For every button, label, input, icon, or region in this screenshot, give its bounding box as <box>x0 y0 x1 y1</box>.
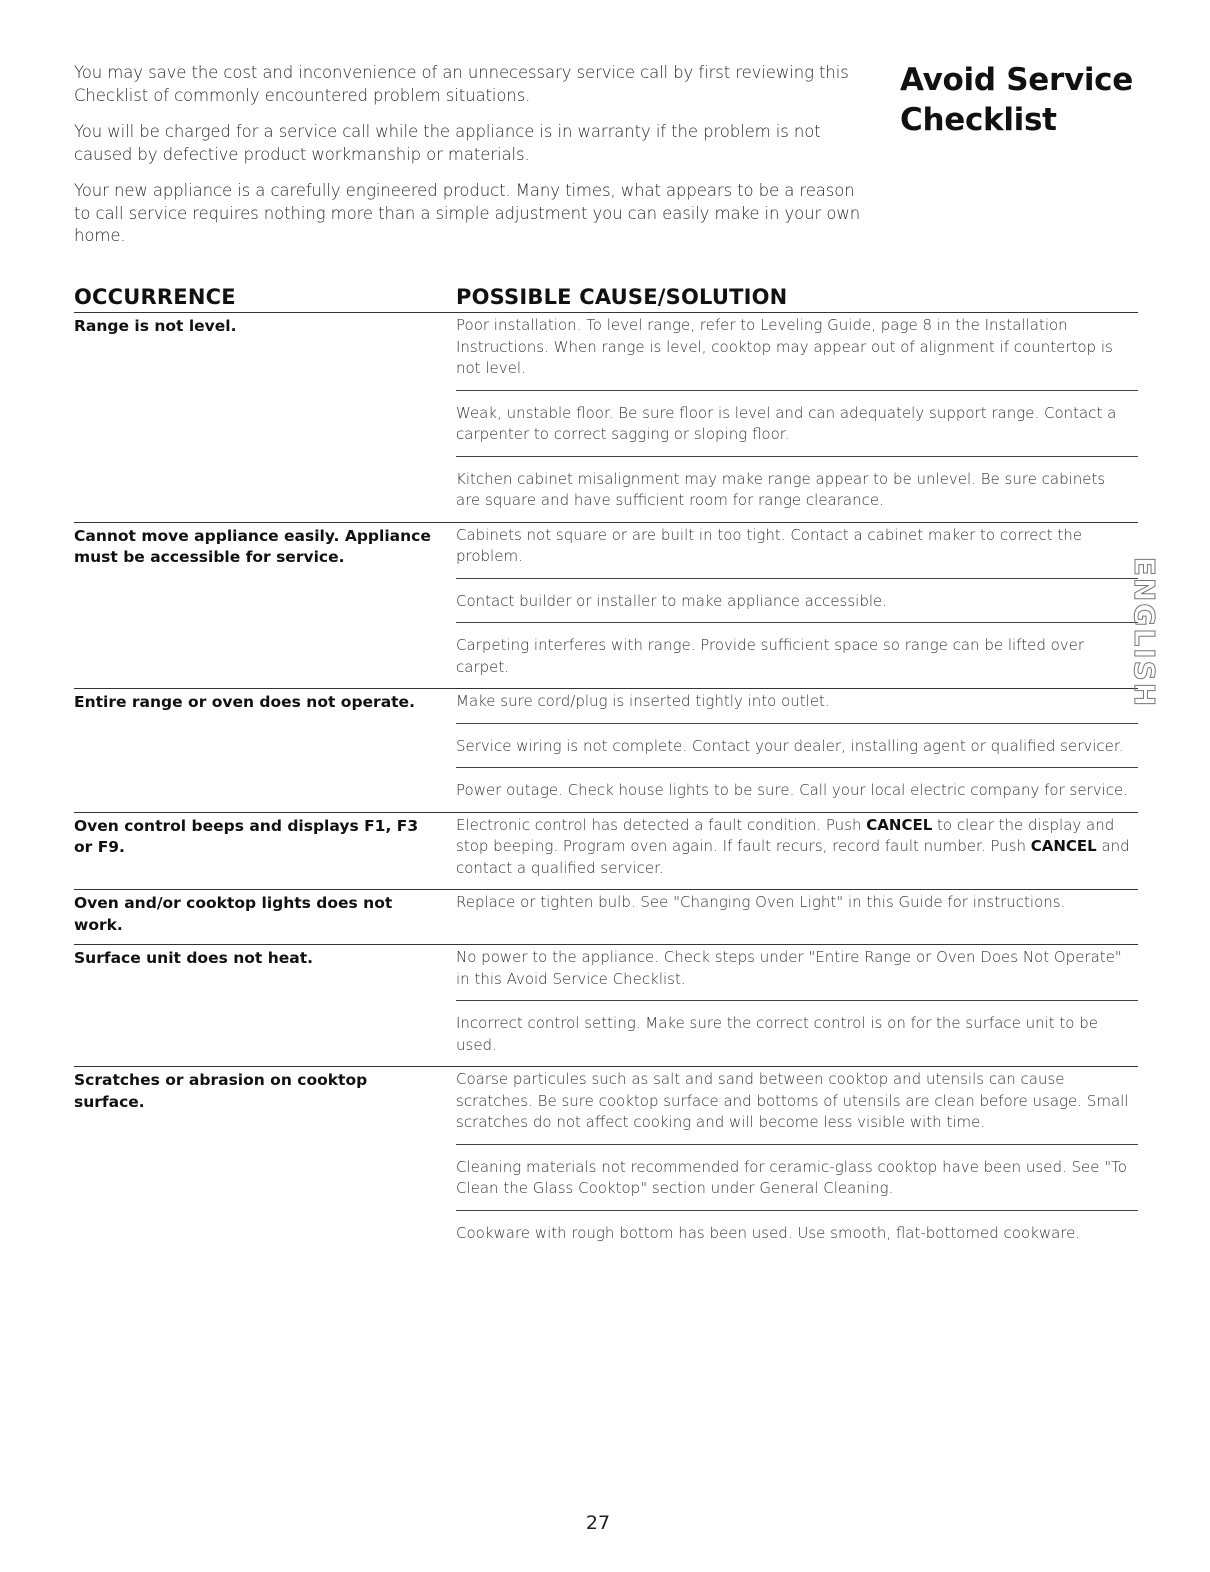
intro-paragraph: Your new appliance is a carefully engineered product. Many times, what appears to be a reason to call service requires nothing more than a simple adjustment you can easily make in your own home. <box>74 181 861 245</box>
cause-list <box>456 890 1138 944</box>
table-row <box>74 945 1138 1067</box>
cause-text: Incorrect control setting. Make sure the correct control is on for the surface unit to be used. <box>456 1014 1098 1054</box>
cause-item <box>456 401 1138 457</box>
table-row <box>74 313 1138 523</box>
occurrence-cell: Range is not level. <box>74 317 237 335</box>
cause-header: POSSIBLE CAUSE/SOLUTION <box>456 285 788 309</box>
cause-keyword: CANCEL <box>866 815 933 834</box>
cause-text: Weak, unstable floor. Be sure floor is level and can adequately support range. Contact a carpenter to correct sagging or sloping floor. <box>456 403 1117 443</box>
occurrence-cell: Entire range or oven does not operate. <box>74 693 415 711</box>
occurrence-cell: Scratches or abrasion on cooktop surface. <box>74 1071 368 1111</box>
cause-text: and contact a qualified servicer. <box>456 837 1130 877</box>
page-title-line: Avoid Service <box>900 62 1133 98</box>
cause-item <box>456 689 1138 724</box>
intro-paragraph: You may save the cost and inconvenience of an unnecessary service call by first reviewing this Checklist of commonly encountered problem situations. <box>74 63 849 105</box>
occurrence-cell: Surface unit does not heat. <box>74 949 314 967</box>
cause-item <box>456 523 1138 579</box>
table-row <box>74 689 1138 813</box>
cause-list <box>456 1067 1138 1254</box>
cause-item <box>456 467 1138 522</box>
page-number: 27 <box>585 1512 611 1534</box>
table-header <box>74 285 1138 313</box>
cause-item <box>456 945 1138 1001</box>
cause-text: Poor installation. To level range, refer to Leveling Guide, page 8 in the Installation Instructions. When range is level, cooktop may appear out of alignment if countertop is not level. <box>456 316 1113 377</box>
intro-paragraph: You will be charged for a service call while the appliance is in warranty if the problem is not caused by defective product workmanship or materials. <box>74 122 821 164</box>
cause-text: Service wiring is not complete. Contact your dealer, installing agent or qualified servicer. <box>456 736 1124 755</box>
occurrence-cell: Oven control beeps and displays F1, F3 or F9. <box>74 816 419 856</box>
page-title <box>900 60 1180 140</box>
cause-text: Replace or tighten bulb. See "Changing Oven Light" in this Guide for instructions. <box>456 893 1066 911</box>
cause-text: Contact builder or installer to make appliance accessible. <box>456 591 888 610</box>
cause-item <box>456 589 1138 624</box>
cause-text: Cleaning materials not recommended for ceramic-glass cooktop have been used. See "To Clean the Glass Cooktop" section under General Cleaning. <box>456 1157 1127 1197</box>
cause-text: Kitchen cabinet misalignment may make range appear to be unlevel. Be sure cabinets are square and have sufficient room for range clearance. <box>456 469 1106 509</box>
cause-item <box>456 313 1138 391</box>
cause-item <box>456 1221 1138 1255</box>
cause-keyword: CANCEL <box>1030 837 1097 855</box>
occurrence-header: OCCURRENCE <box>74 285 236 309</box>
cause-item <box>456 778 1138 812</box>
cause-list <box>456 689 1138 812</box>
cause-text: to clear the display and stop beeping. Program oven again. If fault recurs, record fault number. Push <box>456 815 1115 855</box>
cause-item <box>456 734 1138 769</box>
language-side-tab <box>1128 556 1162 708</box>
cause-item <box>456 1011 1138 1066</box>
cause-text: Power outage. Check house lights to be sure. Call your local electric company for service. <box>456 781 1129 799</box>
cause-text: Coarse particules such as salt and sand between cooktop and utensils can cause scratches. Be sure cooktop surface and bottoms of utensils are clean before usage. Small scratches do not affect cooking and will become less visible with time. <box>456 1070 1129 1131</box>
cause-text: No power to the appliance. Check steps under "Entire Range or Oven Does Not Operate" in this Avoid Service Checklist. <box>456 948 1122 988</box>
cause-item <box>456 1155 1138 1211</box>
checklist-table <box>74 313 1138 1254</box>
cause-list <box>456 313 1138 522</box>
page-title-line: Checklist <box>900 102 1057 138</box>
cause-item <box>456 813 1138 890</box>
table-row <box>74 890 1138 945</box>
cause-item <box>456 890 1138 924</box>
cause-item <box>456 1067 1138 1145</box>
cause-text: Make sure cord/plug is inserted tightly into outlet. <box>456 692 830 710</box>
occurrence-cell: Cannot move appliance easily. Appliance must be accessible for service. <box>74 526 431 566</box>
table-row <box>74 813 1138 891</box>
cause-text: Cabinets not square or are built in too tight. Contact a cabinet maker to correct the problem. <box>456 525 1083 565</box>
cause-text: Electronic control has detected a fault condition. Push <box>456 815 867 834</box>
cause-list <box>456 813 1138 890</box>
occurrence-cell: Oven and/or cooktop lights does not work. <box>74 894 393 934</box>
cause-text: Cookware with rough bottom has been used. Use smooth, flat-bottomed cookware. <box>456 1223 1081 1242</box>
cause-item <box>456 633 1138 688</box>
language-label: ENGLISH <box>1128 556 1162 708</box>
table-row <box>74 523 1138 690</box>
table-row <box>74 1067 1138 1254</box>
intro-text <box>74 62 874 262</box>
cause-text: Carpeting interferes with range. Provide sufficient space so range can be lifted over carpet. <box>456 636 1085 676</box>
cause-list <box>456 523 1138 689</box>
cause-list <box>456 945 1138 1066</box>
